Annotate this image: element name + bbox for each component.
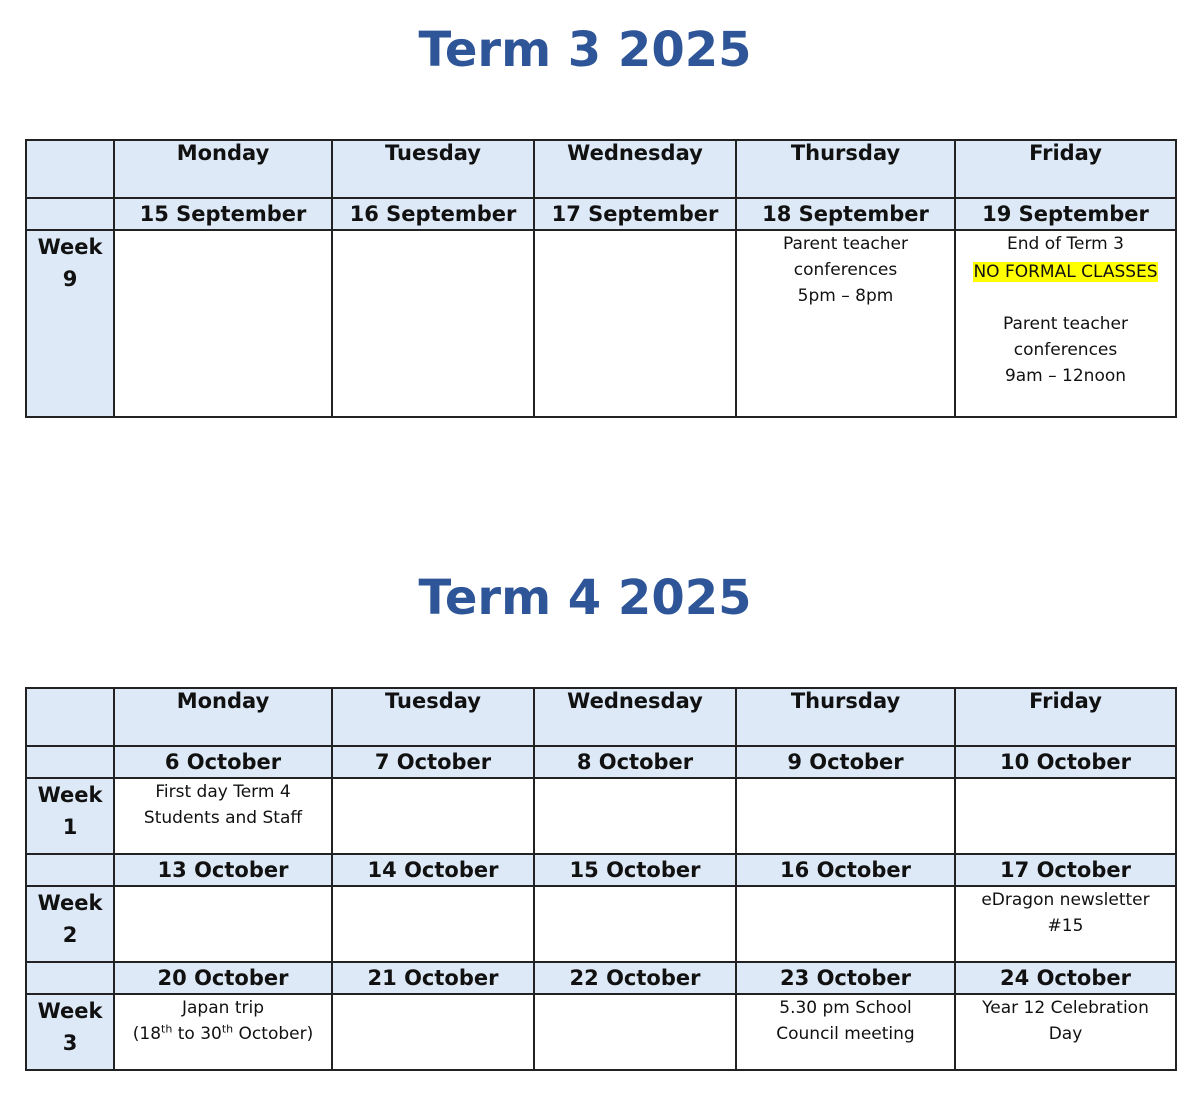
event-cell-friday bbox=[955, 886, 1176, 962]
week-label-word: Week bbox=[37, 999, 103, 1023]
event-cell-friday bbox=[955, 994, 1176, 1070]
term-3-title: Term 3 2025 bbox=[418, 22, 752, 78]
week-label bbox=[26, 778, 114, 854]
event-cell-tuesday bbox=[332, 886, 534, 962]
event-text: 9am – 12noon bbox=[1004, 366, 1127, 386]
day-header-friday: Friday bbox=[955, 140, 1176, 198]
event-cell-wednesday bbox=[534, 886, 736, 962]
event-text: End of Term 3 bbox=[1007, 234, 1124, 254]
date-cell: 20 October bbox=[114, 962, 332, 994]
date-cell: 17 October bbox=[955, 854, 1176, 886]
day-header-monday: Monday bbox=[114, 688, 332, 746]
week-row bbox=[26, 778, 1176, 854]
event-text-part: October) bbox=[233, 1024, 314, 1044]
week-label bbox=[26, 230, 114, 417]
date-cell: 21 October bbox=[332, 962, 534, 994]
event-text-with-superscripts bbox=[115, 1021, 331, 1047]
event-text: Parent teacher bbox=[1003, 314, 1128, 334]
week-row bbox=[26, 230, 1176, 417]
event-text: 5.30 pm School bbox=[779, 998, 912, 1018]
date-cell: 24 October bbox=[955, 962, 1176, 994]
event-text: Students and Staff bbox=[143, 808, 303, 828]
event-cell-wednesday bbox=[534, 230, 736, 417]
event-cell-wednesday bbox=[534, 778, 736, 854]
event-text: eDragon newsletter bbox=[981, 890, 1150, 910]
event-cell-monday bbox=[114, 886, 332, 962]
superscript: th bbox=[161, 1022, 173, 1036]
event-cell-monday bbox=[114, 778, 332, 854]
date-cell: 19 September bbox=[955, 198, 1176, 230]
event-cell-friday bbox=[955, 778, 1176, 854]
event-text: Council meeting bbox=[776, 1024, 915, 1044]
event-text: #15 bbox=[1047, 916, 1084, 936]
event-highlight-wrap bbox=[956, 259, 1175, 285]
date-row bbox=[26, 198, 1176, 230]
event-text: conferences bbox=[793, 260, 898, 280]
superscript: th bbox=[221, 1022, 234, 1036]
no-formal-classes-highlight: NO FORMAL CLASSES bbox=[973, 262, 1158, 282]
date-cell: 9 October bbox=[736, 746, 955, 778]
date-cell: 16 October bbox=[736, 854, 955, 886]
date-row-corner bbox=[26, 746, 114, 778]
date-cell: 15 September bbox=[114, 198, 332, 230]
spacer bbox=[956, 285, 1175, 311]
event-cell-monday bbox=[114, 994, 332, 1070]
date-cell: 6 October bbox=[114, 746, 332, 778]
week-label bbox=[26, 886, 114, 962]
date-row-corner bbox=[26, 198, 114, 230]
event-text: Parent teacher bbox=[783, 234, 908, 254]
term-4-title: Term 4 2025 bbox=[418, 570, 752, 626]
event-text: First day Term 4 bbox=[155, 782, 291, 802]
day-header-tuesday: Tuesday bbox=[332, 688, 534, 746]
event-cell-thursday bbox=[736, 778, 955, 854]
day-header-thursday: Thursday bbox=[736, 140, 955, 198]
date-cell: 16 September bbox=[332, 198, 534, 230]
week-row bbox=[26, 886, 1176, 962]
date-cell: 8 October bbox=[534, 746, 736, 778]
event-text: 5pm – 8pm bbox=[797, 286, 894, 306]
event-cell-friday bbox=[955, 230, 1176, 417]
day-header-monday: Monday bbox=[114, 140, 332, 198]
term-4-calendar-table bbox=[25, 687, 1177, 1071]
date-cell: 22 October bbox=[534, 962, 736, 994]
date-row bbox=[26, 746, 1176, 778]
week-label-number: 2 bbox=[62, 923, 78, 947]
date-cell: 15 October bbox=[534, 854, 736, 886]
day-header-wednesday: Wednesday bbox=[534, 688, 736, 746]
week-label-number: 1 bbox=[62, 815, 78, 839]
event-cell-tuesday bbox=[332, 230, 534, 417]
week-label-number: 9 bbox=[62, 267, 78, 291]
event-cell-wednesday bbox=[534, 994, 736, 1070]
day-header-thursday: Thursday bbox=[736, 688, 955, 746]
week-label-word: Week bbox=[37, 235, 103, 259]
day-header-wednesday: Wednesday bbox=[534, 140, 736, 198]
event-cell-thursday bbox=[736, 994, 955, 1070]
date-cell: 18 September bbox=[736, 198, 955, 230]
event-cell-tuesday bbox=[332, 994, 534, 1070]
corner-cell bbox=[26, 688, 114, 746]
event-cell-monday bbox=[114, 230, 332, 417]
corner-cell bbox=[26, 140, 114, 198]
week-label-word: Week bbox=[37, 891, 103, 915]
event-cell-tuesday bbox=[332, 778, 534, 854]
event-cell-thursday bbox=[736, 886, 955, 962]
date-cell: 7 October bbox=[332, 746, 534, 778]
event-text: Day bbox=[1048, 1024, 1083, 1044]
date-row-corner bbox=[26, 854, 114, 886]
date-cell: 14 October bbox=[332, 854, 534, 886]
date-row bbox=[26, 854, 1176, 886]
week-label bbox=[26, 994, 114, 1070]
event-text: Year 12 Celebration bbox=[982, 998, 1149, 1018]
event-text: Japan trip bbox=[182, 998, 264, 1018]
day-header-tuesday: Tuesday bbox=[332, 140, 534, 198]
day-header-row bbox=[26, 688, 1176, 746]
date-row-corner bbox=[26, 962, 114, 994]
event-text: conferences bbox=[1013, 340, 1118, 360]
term-3-calendar-table bbox=[25, 139, 1177, 418]
date-cell: 17 September bbox=[534, 198, 736, 230]
event-text-part: to 30 bbox=[172, 1024, 222, 1044]
day-header-friday: Friday bbox=[955, 688, 1176, 746]
week-row bbox=[26, 994, 1176, 1070]
event-text-part: (18 bbox=[132, 1024, 162, 1044]
week-label-word: Week bbox=[37, 783, 103, 807]
day-header-row bbox=[26, 140, 1176, 198]
event-cell-thursday bbox=[736, 230, 955, 417]
date-cell: 10 October bbox=[955, 746, 1176, 778]
date-cell: 13 October bbox=[114, 854, 332, 886]
week-label-number: 3 bbox=[62, 1031, 78, 1055]
date-cell: 23 October bbox=[736, 962, 955, 994]
date-row bbox=[26, 962, 1176, 994]
